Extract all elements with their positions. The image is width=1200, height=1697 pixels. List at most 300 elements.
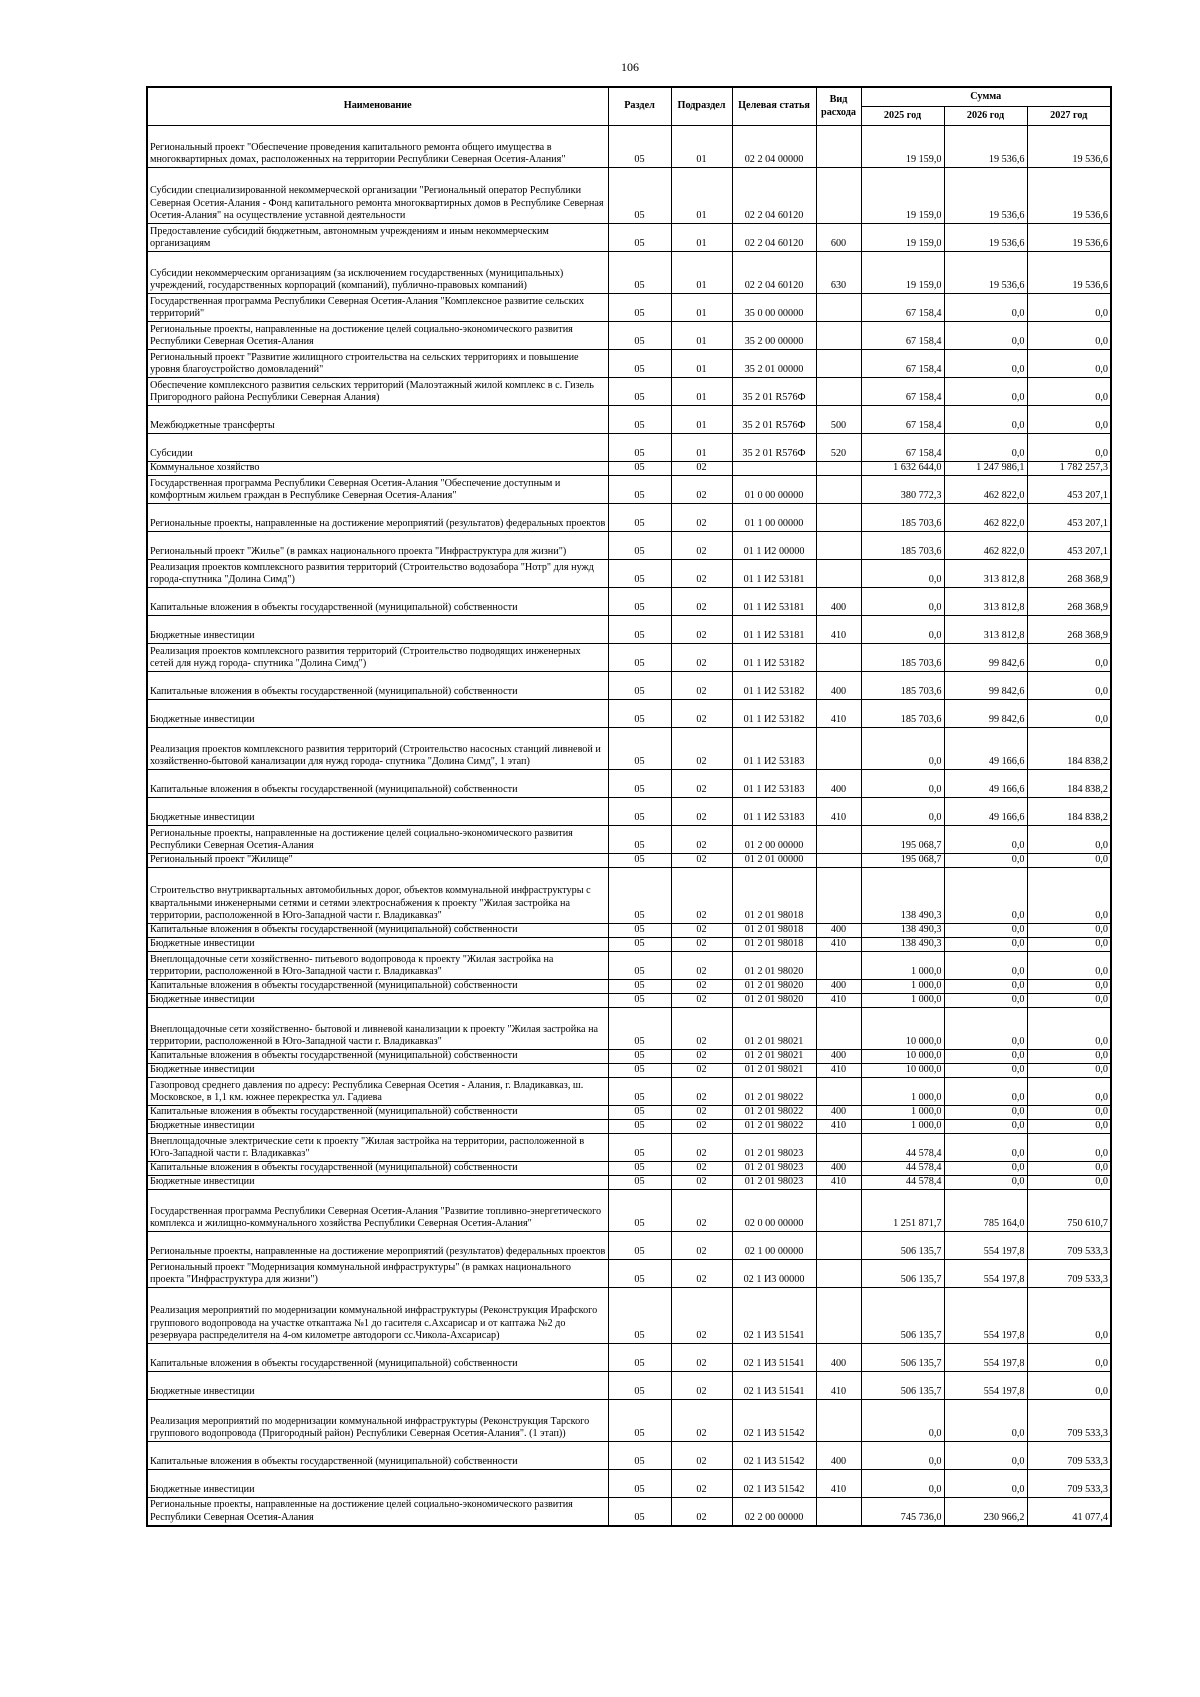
cell-section: 05 <box>608 672 671 700</box>
cell-sum-2026: 19 536,6 <box>944 168 1027 224</box>
cell-expense-type <box>816 294 861 322</box>
cell-sum-2025: 0,0 <box>861 1470 944 1498</box>
cell-sum-2025: 67 158,4 <box>861 406 944 434</box>
cell-sum-2025: 67 158,4 <box>861 434 944 462</box>
cell-expense-type <box>816 1008 861 1050</box>
cell-subsection: 01 <box>671 350 732 378</box>
cell-sum-2026: 0,0 <box>944 1176 1027 1190</box>
cell-section: 05 <box>608 1176 671 1190</box>
cell-sum-2025: 19 159,0 <box>861 126 944 168</box>
cell-section: 05 <box>608 644 671 672</box>
cell-sum-2027: 0,0 <box>1027 868 1111 924</box>
cell-name: Бюджетные инвестиции <box>147 798 608 826</box>
cell-sum-2027: 0,0 <box>1027 1078 1111 1106</box>
cell-name: Региональный проект "Обеспечение проведения капитального ремонта общего имущества в многоквартирных домах, расположенных на территории Республики Северная Осетия-Алания" <box>147 126 608 168</box>
cell-name: Предоставление субсидий бюджетным, автономным учреждениям и иным некоммерческим организациям <box>147 224 608 252</box>
cell-sum-2025: 195 068,7 <box>861 854 944 868</box>
cell-target-article: 01 1 И2 53182 <box>732 700 816 728</box>
cell-subsection: 02 <box>671 560 732 588</box>
cell-sum-2027: 709 533,3 <box>1027 1260 1111 1288</box>
cell-subsection: 01 <box>671 378 732 406</box>
cell-sum-2026: 313 812,8 <box>944 560 1027 588</box>
cell-subsection: 02 <box>671 476 732 504</box>
cell-sum-2027: 0,0 <box>1027 854 1111 868</box>
cell-section: 05 <box>608 1008 671 1050</box>
cell-section: 05 <box>608 1050 671 1064</box>
cell-sum-2025: 0,0 <box>861 798 944 826</box>
cell-subsection: 02 <box>671 1050 732 1064</box>
table-row <box>147 1050 1111 1064</box>
cell-name: Региональный проект "Жилище" <box>147 854 608 868</box>
cell-sum-2027: 453 207,1 <box>1027 504 1111 532</box>
cell-name: Капитальные вложения в объекты государственной (муниципальной) собственности <box>147 924 608 938</box>
cell-name: Капитальные вложения в объекты государственной (муниципальной) собственности <box>147 1442 608 1470</box>
cell-target-article: 02 2 04 60120 <box>732 252 816 294</box>
cell-name: Реализация проектов комплексного развития территорий (Строительство насосных станций ливневой и хозяйственно-бытовой канализации для нужд города- спутника "Долина Симд", 1 этап) <box>147 728 608 770</box>
cell-sum-2025: 185 703,6 <box>861 504 944 532</box>
table-row <box>147 1106 1111 1120</box>
cell-target-article: 02 2 04 60120 <box>732 168 816 224</box>
cell-expense-type: 630 <box>816 252 861 294</box>
cell-name: Межбюджетные трансферты <box>147 406 608 434</box>
cell-section: 05 <box>608 476 671 504</box>
table-row <box>147 252 1111 294</box>
cell-sum-2027: 41 077,4 <box>1027 1498 1111 1526</box>
cell-sum-2027: 0,0 <box>1027 1106 1111 1120</box>
budget-table <box>146 86 1112 1527</box>
cell-target-article: 02 0 00 00000 <box>732 1190 816 1232</box>
cell-subsection: 02 <box>671 532 732 560</box>
cell-expense-type: 400 <box>816 924 861 938</box>
header-target-article: Целевая статья <box>732 87 816 126</box>
cell-sum-2025: 0,0 <box>861 616 944 644</box>
cell-subsection: 02 <box>671 672 732 700</box>
cell-sum-2026: 554 197,8 <box>944 1288 1027 1344</box>
cell-sum-2026: 554 197,8 <box>944 1232 1027 1260</box>
cell-sum-2026: 313 812,8 <box>944 588 1027 616</box>
cell-name: Региональный проект "Развитие жилищного строительства на сельских территориях и повышение уровня благоустройство домовладений" <box>147 350 608 378</box>
cell-sum-2025: 19 159,0 <box>861 252 944 294</box>
cell-sum-2027: 0,0 <box>1027 644 1111 672</box>
cell-sum-2025: 506 135,7 <box>861 1344 944 1372</box>
cell-sum-2025: 506 135,7 <box>861 1260 944 1288</box>
cell-sum-2027: 1 782 257,3 <box>1027 462 1111 476</box>
table-row <box>147 868 1111 924</box>
cell-sum-2027: 0,0 <box>1027 1008 1111 1050</box>
table-row <box>147 854 1111 868</box>
cell-subsection: 02 <box>671 1498 732 1526</box>
cell-sum-2025: 19 159,0 <box>861 168 944 224</box>
cell-sum-2025: 10 000,0 <box>861 1064 944 1078</box>
cell-name: Бюджетные инвестиции <box>147 938 608 952</box>
cell-section: 05 <box>608 1372 671 1400</box>
cell-subsection: 02 <box>671 994 732 1008</box>
cell-sum-2025: 0,0 <box>861 588 944 616</box>
cell-sum-2026: 462 822,0 <box>944 532 1027 560</box>
header-subsection: Подраздел <box>671 87 732 126</box>
cell-target-article: 35 0 00 00000 <box>732 294 816 322</box>
cell-sum-2025: 1 000,0 <box>861 1120 944 1134</box>
cell-sum-2026: 0,0 <box>944 1078 1027 1106</box>
cell-expense-type <box>816 350 861 378</box>
cell-target-article: 01 2 01 98020 <box>732 952 816 980</box>
cell-subsection: 02 <box>671 616 732 644</box>
cell-sum-2027: 709 533,3 <box>1027 1232 1111 1260</box>
cell-sum-2027: 268 368,9 <box>1027 616 1111 644</box>
cell-target-article: 01 2 00 00000 <box>732 826 816 854</box>
cell-sum-2027: 0,0 <box>1027 994 1111 1008</box>
cell-expense-type: 410 <box>816 1372 861 1400</box>
cell-section: 05 <box>608 798 671 826</box>
cell-target-article: 35 2 00 00000 <box>732 322 816 350</box>
header-year-2025: 2025 год <box>861 107 944 126</box>
cell-sum-2026: 49 166,6 <box>944 728 1027 770</box>
cell-sum-2026: 0,0 <box>944 322 1027 350</box>
cell-sum-2025: 0,0 <box>861 728 944 770</box>
cell-subsection: 02 <box>671 938 732 952</box>
cell-target-article: 01 2 01 98018 <box>732 938 816 952</box>
cell-name: Капитальные вложения в объекты государственной (муниципальной) собственности <box>147 1344 608 1372</box>
cell-sum-2027: 709 533,3 <box>1027 1400 1111 1442</box>
cell-sum-2025: 44 578,4 <box>861 1176 944 1190</box>
cell-subsection: 01 <box>671 126 732 168</box>
cell-expense-type <box>816 854 861 868</box>
cell-target-article: 01 2 01 98022 <box>732 1106 816 1120</box>
cell-sum-2027: 709 533,3 <box>1027 1470 1111 1498</box>
cell-name: Субсидии <box>147 434 608 462</box>
cell-target-article: 01 2 01 98023 <box>732 1162 816 1176</box>
cell-name: Капитальные вложения в объекты государственной (муниципальной) собственности <box>147 770 608 798</box>
cell-sum-2026: 0,0 <box>944 1442 1027 1470</box>
cell-sum-2026: 0,0 <box>944 994 1027 1008</box>
cell-section: 05 <box>608 1106 671 1120</box>
table-row <box>147 1162 1111 1176</box>
cell-section: 05 <box>608 994 671 1008</box>
cell-sum-2026: 0,0 <box>944 1120 1027 1134</box>
cell-section: 05 <box>608 350 671 378</box>
cell-subsection: 01 <box>671 224 732 252</box>
cell-name: Субсидии некоммерческим организациям (за исключением государственных (муниципальных) учреждений, государственных корпораций (компаний), публично-правовых компаний) <box>147 252 608 294</box>
table-header <box>147 87 1111 126</box>
cell-target-article: 01 2 01 98021 <box>732 1064 816 1078</box>
cell-sum-2026: 0,0 <box>944 826 1027 854</box>
table-row <box>147 1372 1111 1400</box>
cell-sum-2026: 0,0 <box>944 1134 1027 1162</box>
cell-sum-2026: 0,0 <box>944 1162 1027 1176</box>
cell-target-article: 02 1 И3 51541 <box>732 1372 816 1400</box>
cell-subsection: 02 <box>671 1064 732 1078</box>
table-row <box>147 826 1111 854</box>
cell-expense-type: 400 <box>816 1344 861 1372</box>
cell-expense-type: 410 <box>816 994 861 1008</box>
cell-expense-type <box>816 322 861 350</box>
cell-section: 05 <box>608 980 671 994</box>
table-row <box>147 798 1111 826</box>
cell-sum-2026: 0,0 <box>944 406 1027 434</box>
cell-section: 05 <box>608 938 671 952</box>
table-row <box>147 1400 1111 1442</box>
cell-section: 05 <box>608 952 671 980</box>
cell-sum-2027: 0,0 <box>1027 434 1111 462</box>
cell-subsection: 02 <box>671 1260 732 1288</box>
cell-name: Реализация мероприятий по модернизации коммунальной инфраструктуры (Реконструкция Тарского группового водопровода (Пригородный район) Республики Северная Осетия-Алания". (1 этап)) <box>147 1400 608 1442</box>
table-row <box>147 588 1111 616</box>
table-row <box>147 350 1111 378</box>
cell-sum-2026: 0,0 <box>944 952 1027 980</box>
cell-sum-2026: 0,0 <box>944 868 1027 924</box>
cell-section: 05 <box>608 434 671 462</box>
header-sum: Сумма <box>861 87 1111 107</box>
cell-name: Бюджетные инвестиции <box>147 994 608 1008</box>
cell-subsection: 02 <box>671 728 732 770</box>
cell-sum-2027: 0,0 <box>1027 1064 1111 1078</box>
cell-subsection: 02 <box>671 1162 732 1176</box>
cell-subsection: 02 <box>671 1344 732 1372</box>
cell-target-article: 01 1 00 00000 <box>732 504 816 532</box>
cell-section: 05 <box>608 1064 671 1078</box>
cell-expense-type <box>816 1288 861 1344</box>
cell-sum-2025: 185 703,6 <box>861 532 944 560</box>
table-row <box>147 322 1111 350</box>
table-row <box>147 938 1111 952</box>
cell-expense-type <box>816 1232 861 1260</box>
cell-target-article: 01 2 01 00000 <box>732 854 816 868</box>
cell-section: 05 <box>608 462 671 476</box>
cell-sum-2027: 19 536,6 <box>1027 224 1111 252</box>
cell-target-article: 01 2 01 98022 <box>732 1078 816 1106</box>
cell-expense-type <box>816 462 861 476</box>
table-row <box>147 378 1111 406</box>
cell-sum-2025: 138 490,3 <box>861 924 944 938</box>
cell-sum-2025: 67 158,4 <box>861 294 944 322</box>
cell-name: Бюджетные инвестиции <box>147 1176 608 1190</box>
cell-subsection: 02 <box>671 1134 732 1162</box>
table-row <box>147 700 1111 728</box>
cell-name: Обеспечение комплексного развития сельских территорий (Малоэтажный жилой комплекс в с. Гизель Пригородного района Республики Северная Алания) <box>147 378 608 406</box>
cell-sum-2026: 1 247 986,1 <box>944 462 1027 476</box>
table-row <box>147 1232 1111 1260</box>
cell-sum-2025: 1 000,0 <box>861 952 944 980</box>
table-row <box>147 1176 1111 1190</box>
cell-sum-2025: 506 135,7 <box>861 1288 944 1344</box>
cell-subsection: 02 <box>671 1288 732 1344</box>
cell-expense-type: 600 <box>816 224 861 252</box>
cell-sum-2027: 750 610,7 <box>1027 1190 1111 1232</box>
cell-sum-2025: 1 000,0 <box>861 1078 944 1106</box>
cell-subsection: 02 <box>671 924 732 938</box>
cell-section: 05 <box>608 1498 671 1526</box>
cell-sum-2027: 0,0 <box>1027 406 1111 434</box>
table-row <box>147 462 1111 476</box>
cell-section: 05 <box>608 1288 671 1344</box>
cell-subsection: 02 <box>671 588 732 616</box>
cell-target-article: 01 2 01 98021 <box>732 1050 816 1064</box>
cell-target-article: 02 1 00 00000 <box>732 1232 816 1260</box>
cell-expense-type: 410 <box>816 938 861 952</box>
cell-subsection: 02 <box>671 952 732 980</box>
cell-sum-2026: 554 197,8 <box>944 1344 1027 1372</box>
cell-name: Бюджетные инвестиции <box>147 1372 608 1400</box>
cell-section: 05 <box>608 1344 671 1372</box>
cell-target-article: 01 1 И2 53182 <box>732 644 816 672</box>
header-year-2027: 2027 год <box>1027 107 1111 126</box>
table-row <box>147 770 1111 798</box>
cell-sum-2027: 19 536,6 <box>1027 252 1111 294</box>
cell-expense-type <box>816 560 861 588</box>
cell-subsection: 02 <box>671 826 732 854</box>
table-row <box>147 616 1111 644</box>
cell-subsection: 02 <box>671 980 732 994</box>
cell-sum-2025: 0,0 <box>861 560 944 588</box>
table-row <box>147 434 1111 462</box>
cell-sum-2027: 0,0 <box>1027 1120 1111 1134</box>
cell-name: Реализация проектов комплексного развития территорий (Строительство водозабора "Нотр" для нужд города-спутника "Долина Симд") <box>147 560 608 588</box>
cell-name: Капитальные вложения в объекты государственной (муниципальной) собственности <box>147 1106 608 1120</box>
cell-sum-2027: 0,0 <box>1027 1288 1111 1344</box>
cell-name: Региональные проекты, направленные на достижение мероприятий (результатов) федеральных проектов <box>147 504 608 532</box>
cell-target-article: 01 2 01 98022 <box>732 1120 816 1134</box>
header-name: Наименование <box>147 87 608 126</box>
cell-subsection: 02 <box>671 1008 732 1050</box>
cell-name: Бюджетные инвестиции <box>147 616 608 644</box>
table-row <box>147 1120 1111 1134</box>
cell-name: Внеплощадочные сети хозяйственно- бытовой и ливневой канализации к проекту "Жилая застройка на территории, расположенной в Юго-Западной части г. Владикавказ" <box>147 1008 608 1050</box>
cell-subsection: 02 <box>671 1400 732 1442</box>
cell-sum-2026: 0,0 <box>944 1064 1027 1078</box>
cell-sum-2026: 19 536,6 <box>944 252 1027 294</box>
cell-target-article: 02 2 00 00000 <box>732 1498 816 1526</box>
cell-sum-2026: 0,0 <box>944 938 1027 952</box>
cell-section: 05 <box>608 1190 671 1232</box>
cell-sum-2025: 0,0 <box>861 1442 944 1470</box>
cell-name: Бюджетные инвестиции <box>147 1120 608 1134</box>
cell-expense-type <box>816 728 861 770</box>
cell-section: 05 <box>608 1442 671 1470</box>
cell-sum-2025: 19 159,0 <box>861 224 944 252</box>
cell-expense-type <box>816 378 861 406</box>
table-row <box>147 1008 1111 1050</box>
cell-sum-2027: 268 368,9 <box>1027 560 1111 588</box>
cell-sum-2025: 185 703,6 <box>861 700 944 728</box>
table-row <box>147 476 1111 504</box>
cell-expense-type: 520 <box>816 434 861 462</box>
cell-target-article: 01 2 01 98018 <box>732 868 816 924</box>
cell-sum-2025: 380 772,3 <box>861 476 944 504</box>
cell-sum-2026: 313 812,8 <box>944 616 1027 644</box>
cell-section: 05 <box>608 378 671 406</box>
cell-subsection: 01 <box>671 168 732 224</box>
cell-target-article: 35 2 01 R576Ф <box>732 378 816 406</box>
cell-section: 05 <box>608 126 671 168</box>
cell-subsection: 02 <box>671 770 732 798</box>
cell-expense-type: 410 <box>816 1064 861 1078</box>
cell-expense-type: 410 <box>816 798 861 826</box>
cell-name: Региональные проекты, направленные на достижение целей социально-экономического развития Республики Северная Осетия-Алания <box>147 826 608 854</box>
cell-sum-2027: 0,0 <box>1027 980 1111 994</box>
cell-name: Региональные проекты, направленные на достижение целей социально-экономического развития Республики Северная Осетия-Алания <box>147 1498 608 1526</box>
cell-name: Бюджетные инвестиции <box>147 700 608 728</box>
cell-section: 05 <box>608 532 671 560</box>
cell-subsection: 02 <box>671 1232 732 1260</box>
cell-sum-2027: 453 207,1 <box>1027 476 1111 504</box>
cell-expense-type <box>816 1260 861 1288</box>
cell-expense-type <box>816 1078 861 1106</box>
cell-sum-2025: 67 158,4 <box>861 378 944 406</box>
cell-target-article: 01 1 И2 53183 <box>732 798 816 826</box>
cell-sum-2025: 67 158,4 <box>861 350 944 378</box>
cell-name: Внеплощадочные электрические сети к проекту "Жилая застройка на территории, расположенной в Юго-Западной части г. Владикавказ" <box>147 1134 608 1162</box>
cell-sum-2027: 0,0 <box>1027 1372 1111 1400</box>
cell-sum-2025: 1 000,0 <box>861 1106 944 1120</box>
cell-expense-type: 400 <box>816 770 861 798</box>
cell-target-article: 35 2 01 R576Ф <box>732 434 816 462</box>
cell-sum-2027: 0,0 <box>1027 1176 1111 1190</box>
cell-section: 05 <box>608 924 671 938</box>
cell-expense-type: 400 <box>816 588 861 616</box>
cell-expense-type: 400 <box>816 1442 861 1470</box>
cell-section: 05 <box>608 322 671 350</box>
cell-section: 05 <box>608 826 671 854</box>
cell-target-article: 01 0 00 00000 <box>732 476 816 504</box>
cell-subsection: 02 <box>671 504 732 532</box>
cell-sum-2027: 0,0 <box>1027 1050 1111 1064</box>
cell-sum-2026: 0,0 <box>944 350 1027 378</box>
cell-sum-2027: 0,0 <box>1027 1162 1111 1176</box>
table-row <box>147 994 1111 1008</box>
table-row <box>147 1134 1111 1162</box>
cell-section: 05 <box>608 1134 671 1162</box>
cell-name: Газопровод среднего давления по адресу: Республика Северная Осетия - Алания, г. Владикавказ, ш. Московское, в 1,1 км. южнее перекрестка ул. Гадиева <box>147 1078 608 1106</box>
cell-section: 05 <box>608 868 671 924</box>
cell-target-article: 02 1 И3 51541 <box>732 1288 816 1344</box>
cell-expense-type <box>816 952 861 980</box>
cell-expense-type <box>816 1134 861 1162</box>
cell-sum-2026: 0,0 <box>944 854 1027 868</box>
cell-section: 05 <box>608 504 671 532</box>
cell-name: Внеплощадочные сети хозяйственно- питьевого водопровода к проекту "Жилая застройка на территории, расположенной в Юго-Западной части г. Владикавказ" <box>147 952 608 980</box>
cell-name: Бюджетные инвестиции <box>147 1064 608 1078</box>
table-row <box>147 1260 1111 1288</box>
table-row <box>147 924 1111 938</box>
cell-sum-2026: 462 822,0 <box>944 476 1027 504</box>
cell-expense-type <box>816 504 861 532</box>
cell-subsection: 02 <box>671 1106 732 1120</box>
cell-sum-2026: 0,0 <box>944 434 1027 462</box>
cell-subsection: 02 <box>671 644 732 672</box>
cell-sum-2025: 67 158,4 <box>861 322 944 350</box>
cell-sum-2026: 0,0 <box>944 378 1027 406</box>
cell-subsection: 02 <box>671 1078 732 1106</box>
cell-sum-2025: 138 490,3 <box>861 868 944 924</box>
cell-sum-2025: 745 736,0 <box>861 1498 944 1526</box>
cell-expense-type <box>816 1498 861 1526</box>
cell-sum-2026: 0,0 <box>944 980 1027 994</box>
table-row <box>147 728 1111 770</box>
cell-sum-2025: 506 135,7 <box>861 1372 944 1400</box>
cell-subsection: 01 <box>671 322 732 350</box>
cell-sum-2026: 99 842,6 <box>944 700 1027 728</box>
cell-sum-2026: 0,0 <box>944 1050 1027 1064</box>
cell-expense-type: 400 <box>816 1050 861 1064</box>
cell-target-article: 01 2 01 98023 <box>732 1134 816 1162</box>
cell-name: Строительство внутриквартальных автомобильных дорог, объектов коммунальной инфраструктуры с квартальными инженерными сетями и сетями электроснабжения к проекту "Жилая застройка на территории, расположенной в Юго-Западной части г. Владикавказ" <box>147 868 608 924</box>
cell-sum-2025: 185 703,6 <box>861 672 944 700</box>
cell-sum-2025: 506 135,7 <box>861 1232 944 1260</box>
cell-subsection: 01 <box>671 434 732 462</box>
cell-sum-2027: 0,0 <box>1027 322 1111 350</box>
cell-section: 05 <box>608 252 671 294</box>
cell-expense-type: 500 <box>816 406 861 434</box>
